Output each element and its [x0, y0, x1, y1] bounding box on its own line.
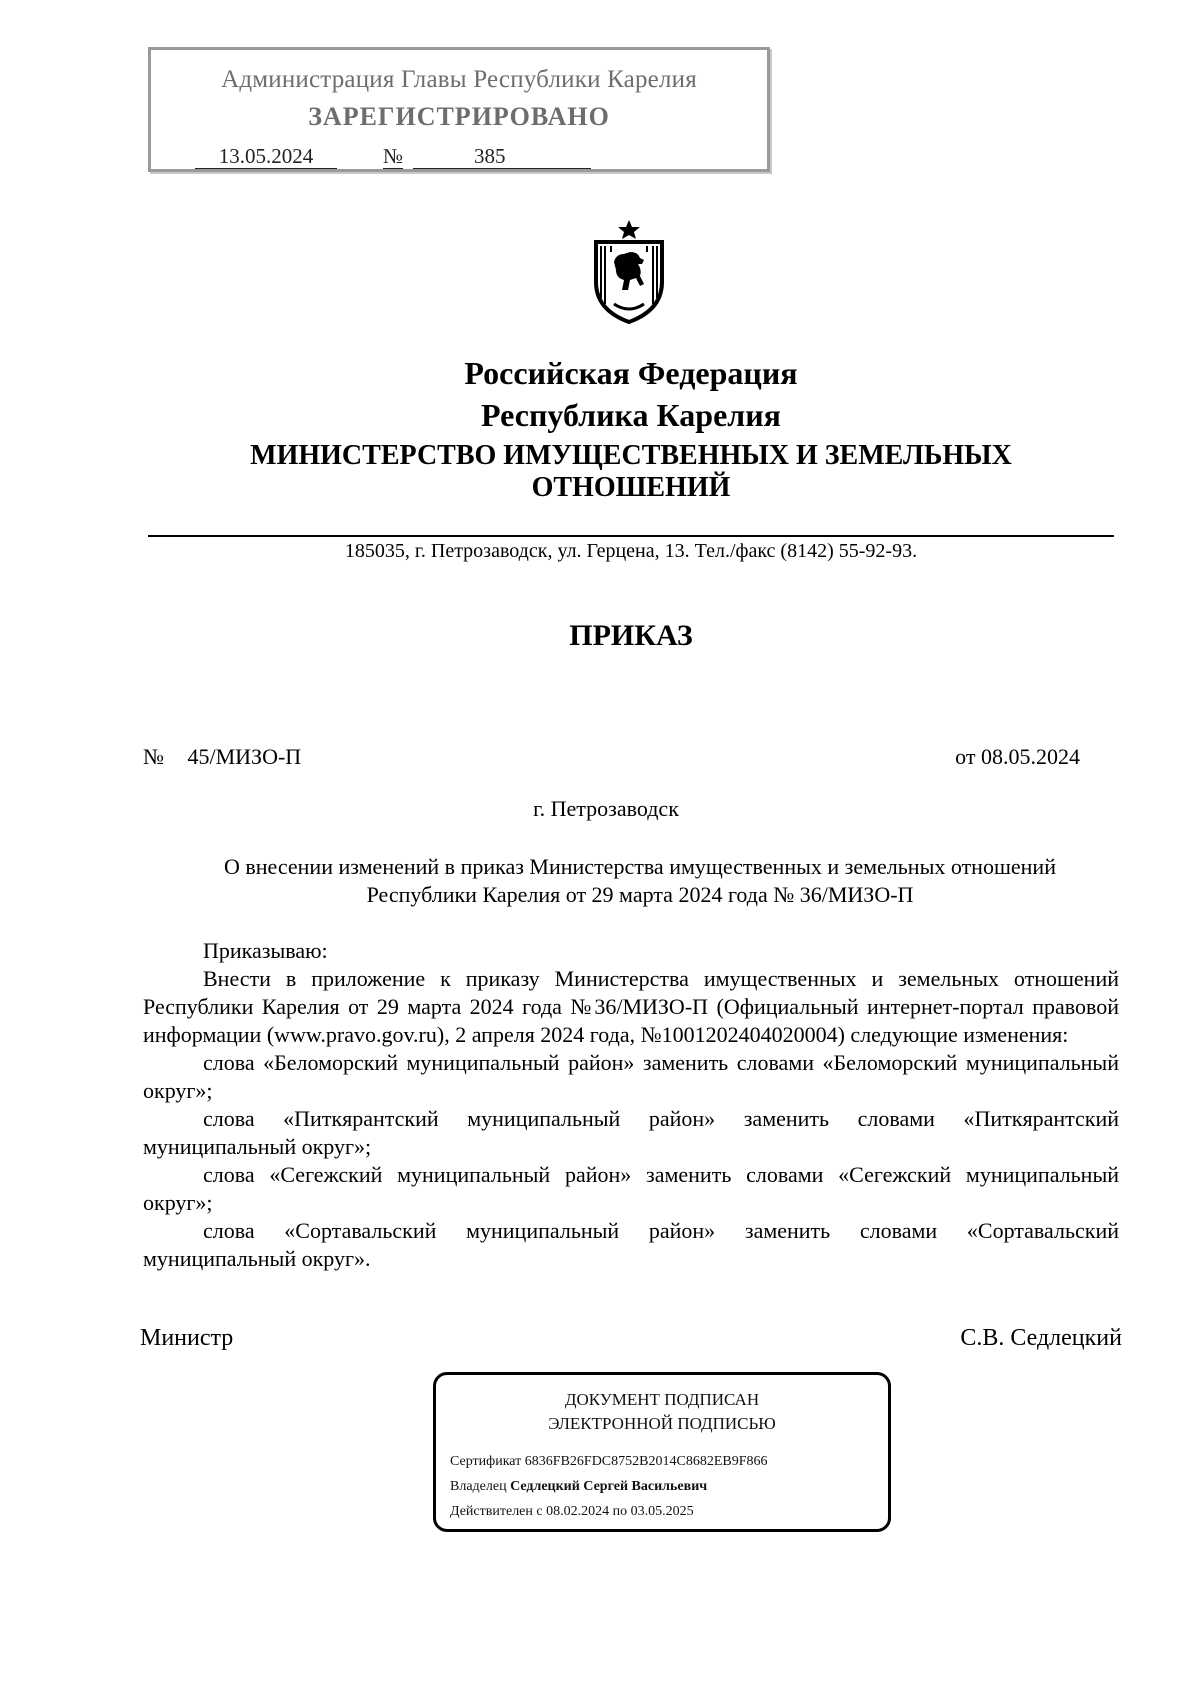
esig-valid-from-label: с	[536, 1504, 543, 1519]
order-number	[143, 744, 301, 770]
esig-title-line2: ЭЛЕКТРОННОЙ ПОДПИСЬЮ	[548, 1414, 776, 1433]
body-paragraph: слова «Сортавальский муниципальный район» заменить словами «Сортавальский муниципальный округ».	[143, 1218, 1119, 1271]
body-paragraph: Внести в приложение к приказу Министерства имущественных и земельных отношений Республики Карелия от 29 марта 2024 года №36/МИЗО-П (Официальный интернет-портал правовой информации (www.pravo.gov.ru), 2 апреля 2024 года, №1001202404020004) следующие изменения:	[143, 966, 1119, 1047]
body-paragraph: Приказываю:	[203, 938, 328, 963]
esig-cert-value: 6836FB26FDC8752B2014C8682EB9F866	[524, 1454, 768, 1469]
stamp-number: 385	[474, 144, 506, 168]
order-subject-line1: О внесении изменений в приказ Министерства имущественных и земельных отношений	[224, 854, 1056, 879]
esig-owner	[450, 1479, 707, 1495]
esig-certificate	[450, 1454, 768, 1470]
esig-valid-label: Действителен	[450, 1504, 533, 1519]
header-country: Российская Федерация	[464, 355, 798, 391]
stamp-date: 13.05.2024	[195, 144, 337, 169]
esig-valid-to-label: по	[612, 1504, 628, 1519]
body-paragraph: слова «Сегежский муниципальный район» заменить словами «Сегежский муниципальный округ»;	[143, 1162, 1119, 1215]
stamp-organization: Администрация Главы Республики Карелия	[221, 66, 697, 93]
stamp-status: ЗАРЕГИСТРИРОВАНО	[308, 102, 610, 131]
body-paragraph: слова «Беломорский муниципальный район» заменить словами «Беломорский муниципальный округ»;	[143, 1050, 1119, 1103]
order-subject	[140, 853, 1140, 909]
order-number-sign: №	[143, 744, 164, 769]
order-number-value: 45/МИЗО-П	[187, 744, 302, 769]
header-divider	[148, 535, 1114, 537]
esig-title-line1: ДОКУМЕНТ ПОДПИСАН	[564, 1390, 760, 1409]
esig-owner-value: Седлецкий Сергей Васильевич	[510, 1479, 708, 1494]
order-body	[143, 937, 1119, 1273]
coat-of-arms-icon	[586, 218, 672, 326]
electronic-signature-stamp	[433, 1372, 891, 1532]
document-title: ПРИКАЗ	[569, 619, 693, 652]
header-ministry-line1: МИНИСТЕРСТВО ИМУЩЕСТВЕННЫХ И ЗЕМЕЛЬНЫХ	[250, 440, 1012, 471]
body-paragraph: слова «Питкярантский муниципальный район» заменить словами «Питкярантский муниципальный округ»;	[143, 1106, 1119, 1159]
order-subject-line2: Республики Карелия от 29 марта 2024 года № 36/МИЗО-П	[366, 882, 914, 907]
order-city: г. Петрозаводск	[533, 796, 679, 821]
header-republic: Республика Карелия	[481, 397, 781, 433]
header-ministry-line2: ОТНОШЕНИЙ	[531, 472, 731, 503]
esig-valid-from: 08.02.2024	[546, 1504, 610, 1519]
order-date: от 08.05.2024	[955, 744, 1080, 769]
ministry-address: 185035, г. Петрозаводск, ул. Герцена, 13. Тел./факс (8142) 55-92-93.	[344, 540, 918, 562]
esig-owner-label: Владелец	[450, 1479, 507, 1494]
signatory-name: С.В. Седлецкий	[960, 1325, 1122, 1351]
esig-cert-label: Сертификат	[450, 1454, 522, 1469]
esig-valid-to: 03.05.2025	[630, 1504, 694, 1519]
stamp-number-field	[413, 144, 591, 169]
signatory-role: Министр	[140, 1325, 234, 1351]
registration-stamp	[148, 47, 770, 172]
stamp-number-sign: №	[383, 144, 404, 168]
esig-validity	[450, 1504, 694, 1520]
